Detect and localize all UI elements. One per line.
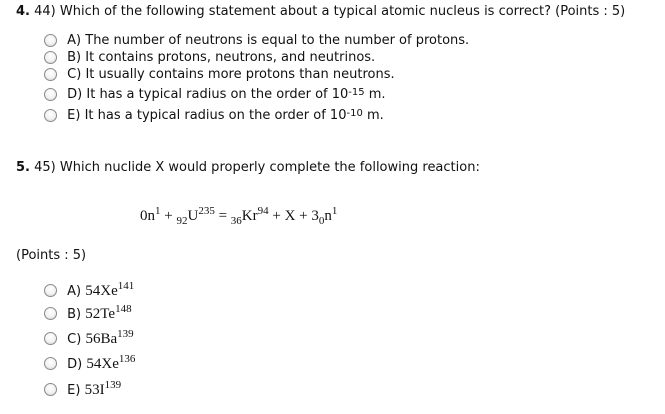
- reaction-equation: $0n^1 + _{92}U^{235} = _{36}Kr^{94} + X + 3_0n^1$: [140, 205, 338, 227]
- option-text: It usually contains more protons than neutrons.: [85, 67, 395, 82]
- unit: m.: [366, 108, 384, 123]
- q5-option-e[interactable]: E) $53I^{139}$: [44, 381, 121, 399]
- q5-option-d[interactable]: D) 54Xe$^{136}$: [44, 355, 135, 373]
- question-text: 44) Which of the following statement about a typical atomic nucleus is correct? (Points : 5): [34, 4, 626, 19]
- option-label: D): [67, 87, 83, 102]
- q4-option-b[interactable]: [44, 49, 375, 67]
- radio-button[interactable]: [44, 109, 57, 122]
- question-text: 45) Which nuclide X would properly complete the following reaction:: [34, 160, 480, 175]
- radio-button[interactable]: [44, 383, 57, 396]
- neutrons-term: $3_0n^1$: [311, 205, 338, 227]
- q4-option-a[interactable]: [44, 32, 469, 50]
- exponent: -10: [346, 108, 363, 119]
- exponent: -15: [348, 87, 365, 98]
- neutron-term: $0n^1$: [140, 205, 161, 224]
- question-number: 5.: [16, 160, 30, 175]
- question-number: 4.: [16, 4, 30, 19]
- radio-button[interactable]: [44, 357, 57, 370]
- option-text: It has a typical radius on the order of 10: [86, 87, 349, 102]
- radio-button[interactable]: [44, 88, 57, 101]
- unit: m.: [368, 87, 386, 102]
- radio-button[interactable]: [44, 51, 57, 64]
- unknown-nuclide: X: [284, 208, 296, 224]
- q4-option-e[interactable]: [44, 107, 384, 125]
- radio-button[interactable]: [44, 307, 57, 320]
- option-text: The number of neutrons is equal to the number of protons.: [85, 33, 470, 48]
- q4-option-d[interactable]: [44, 86, 386, 104]
- q5-option-a[interactable]: A) 54Xe$^{141}$: [44, 282, 134, 300]
- question-4: [16, 4, 625, 19]
- question-4-title: [16, 4, 625, 19]
- uranium-term: $_{92}U^{235}$: [176, 205, 215, 227]
- option-label: C): [67, 332, 82, 347]
- q5-option-c[interactable]: C) 56Ba$^{139}$: [44, 330, 134, 348]
- radio-button[interactable]: [44, 34, 57, 47]
- option-label: A): [67, 284, 82, 299]
- q4-option-c[interactable]: [44, 66, 395, 84]
- question-5: [16, 160, 480, 175]
- option-label: B): [67, 307, 82, 322]
- option-label: E): [67, 383, 81, 398]
- radio-button[interactable]: [44, 332, 57, 345]
- option-label: D): [67, 357, 83, 372]
- krypton-term: $_{36}Kr^{94}$: [230, 205, 269, 227]
- option-label: E): [67, 108, 81, 123]
- option-text: It has a typical radius on the order of 10: [84, 108, 347, 123]
- radio-button[interactable]: [44, 284, 57, 297]
- points-label: (Points : 5): [16, 248, 87, 263]
- question-5-title: [16, 160, 480, 175]
- option-label: C): [67, 67, 82, 82]
- radio-button[interactable]: [44, 68, 57, 81]
- option-label: A): [67, 33, 82, 48]
- option-label: B): [67, 50, 82, 65]
- q5-option-b[interactable]: B) 52Te$^{148}$: [44, 305, 132, 323]
- option-text: It contains protons, neutrons, and neutrinos.: [85, 50, 376, 65]
